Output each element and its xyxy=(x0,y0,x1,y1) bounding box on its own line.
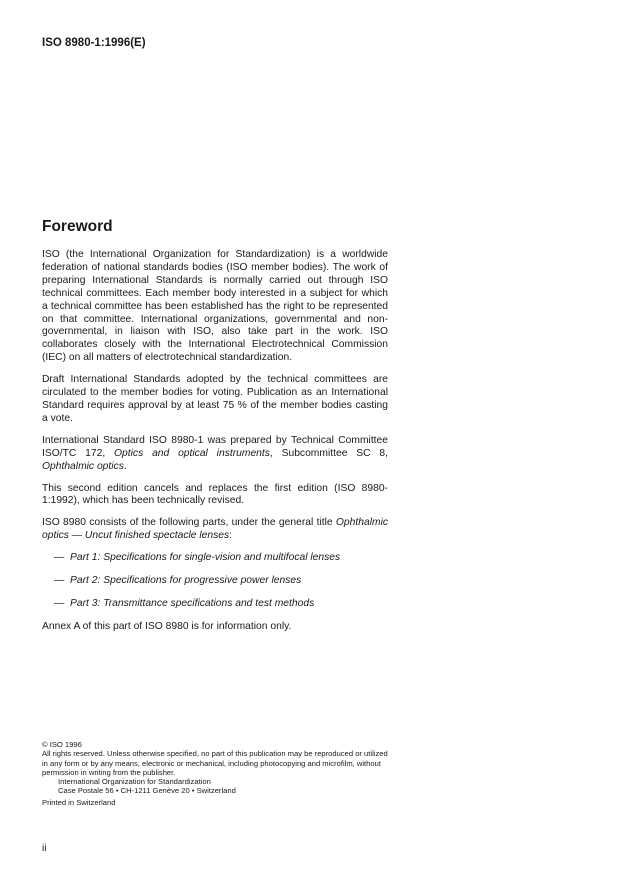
paragraph-draft-standards: Draft International Standards adopted by the technical committees are circulated to the member bodies for voting. Publication as an International Standard requires approval by at least 75 % of the member bodies casting a vote. xyxy=(42,374,388,424)
paragraph-prepared-by xyxy=(42,435,388,474)
prepared-by-text-2: , Subcommittee SC 8, xyxy=(269,447,388,459)
dash-bullet: — xyxy=(54,597,65,609)
list-item xyxy=(42,598,388,611)
committee-title: Optics and optical instruments xyxy=(114,447,270,459)
copyright-block xyxy=(42,740,392,807)
list-item xyxy=(42,575,388,588)
part-label: Part 3: xyxy=(70,597,101,609)
rights-statement: All rights reserved. Unless otherwise specified, no part of this publication may be reproduced or utilized in any form or by any means, electronic or mechanical, including photocopying and microfilm, without permission in writing from the publisher. xyxy=(42,749,388,777)
foreword-body xyxy=(42,249,388,643)
organization-address: Case Postale 56 • CH-1211 Genève 20 • Switzerland xyxy=(58,786,236,796)
paragraph-annex: Annex A of this part of ISO 8980 is for information only. xyxy=(42,620,292,632)
prepared-by-text-3: . xyxy=(123,460,127,472)
printed-in: Printed in Switzerland xyxy=(42,797,116,807)
dash-bullet: — xyxy=(54,575,65,587)
parts-list xyxy=(42,552,388,611)
part-title: Specifications for single-vision and multifocal lenses xyxy=(103,552,341,564)
paragraph-edition: This second edition cancels and replaces the first edition (ISO 8980-1:1992), which has been technically revised. xyxy=(42,482,388,507)
part-title: Specifications for progressive power lenses xyxy=(103,575,302,587)
part-title: Transmittance specifications and test methods xyxy=(103,597,315,609)
paragraph-parts-intro xyxy=(42,517,388,543)
prepared-by-text-1: International Standard ISO 8980-1 was prepared by Technical Committee ISO/TC 172, xyxy=(42,434,388,459)
general-title: Ophthalmic optics — Uncut finished spectacle lenses xyxy=(42,517,388,542)
page-title: Foreword xyxy=(42,218,113,235)
parts-intro-end: : xyxy=(229,530,233,542)
copyright-line: © ISO 1996 xyxy=(42,740,82,749)
subcommittee-title: Ophthalmic optics xyxy=(42,460,124,472)
document-id: ISO 8980-1:1996(E) xyxy=(42,37,146,49)
part-label: Part 2: xyxy=(70,575,101,587)
paragraph-iso-intro: ISO (the International Organization for Standardization) is a worldwide federation of national standards bodies (ISO member bodies). The work of preparing International Standards is normally carried out through ISO technical committees. Each member body interested in a subject for which a technical committee has been established has the right to be represented on that committee. International organizations, governmental and non-governmental, in liaison with ISO, also take part in the work. ISO collaborates closely with the International Electrotechnical Commission (IEC) on all matters of electrotechnical standardization. xyxy=(42,249,388,364)
organization-name: International Organization for Standardization xyxy=(58,777,211,787)
dash-bullet: — xyxy=(54,552,65,564)
list-item xyxy=(42,552,388,565)
part-label: Part 1: xyxy=(70,552,101,564)
parts-intro-text: ISO 8980 consists of the following parts, under the general title xyxy=(42,517,336,529)
page-number: ii xyxy=(42,843,47,854)
